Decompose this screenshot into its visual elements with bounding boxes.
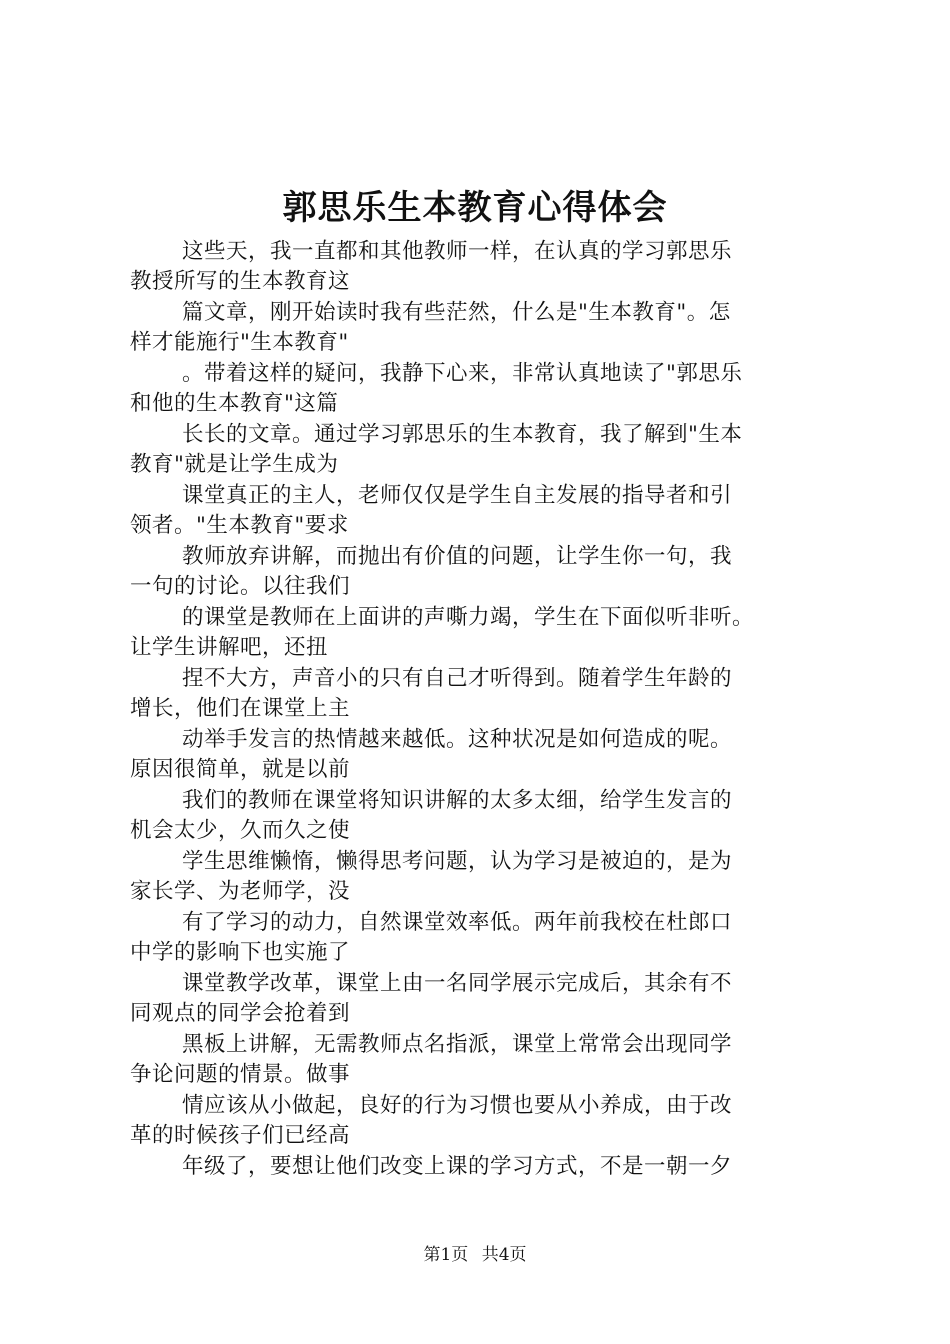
paragraph-line: 和他的生本教育"这篇 — [130, 391, 339, 416]
paragraph-line: 有了学习的动力，自然课堂效率低。两年前我校在杜郎口 — [182, 910, 733, 935]
paragraph-line: 革的时候孩子们已经高 — [130, 1123, 351, 1148]
paragraph — [130, 480, 850, 541]
paragraph — [130, 541, 850, 602]
paragraph-line: 争论问题的情景。做事 — [130, 1062, 351, 1087]
paragraph-line: 长长的文章。通过学习郭思乐的生本教育，我了解到"生本 — [182, 422, 743, 447]
paragraph-line: 课堂教学改革，课堂上由一名同学展示完成后，其余有不 — [182, 971, 733, 996]
paragraph-line: 情应该从小做起，良好的行为习惯也要从小养成，由于改 — [182, 1093, 733, 1118]
paragraph-line: 让学生讲解吧，还扭 — [130, 635, 329, 660]
paragraph — [130, 297, 850, 358]
paragraph-line: 黑板上讲解，无需教师点名指派，课堂上常常会出现同学 — [182, 1032, 733, 1057]
paragraph — [130, 1151, 850, 1182]
document-title: 郭思乐生本教育心得体会 — [282, 188, 668, 228]
paragraph — [130, 663, 850, 724]
paragraph-line: 我们的教师在课堂将知识讲解的太多太细，给学生发言的 — [182, 788, 733, 813]
paragraph — [130, 846, 850, 907]
paragraph-line: 课堂真正的主人，老师仅仅是学生自主发展的指导者和引 — [182, 483, 733, 508]
paragraph-line: 捏不大方，声音小的只有自己才听得到。随着学生年龄的 — [182, 666, 733, 691]
paragraph-line: 教育"就是让学生成为 — [130, 452, 339, 477]
document-body — [130, 236, 850, 1182]
paragraph-line: 学生思维懒惰，懒得思考问题，认为学习是被迫的，是为 — [182, 849, 733, 874]
paragraph-line: 增长，他们在课堂上主 — [130, 696, 351, 721]
paragraph-line: 原因很简单，就是以前 — [130, 757, 351, 782]
paragraph-line: 教授所写的生本教育这 — [130, 269, 351, 294]
paragraph-line: 这些天，我一直都和其他教师一样，在认真的学习郭思乐 — [182, 239, 733, 264]
paragraph — [130, 907, 850, 968]
paragraph-line: 中学的影响下也实施了 — [130, 940, 351, 965]
paragraph — [130, 1029, 850, 1090]
paragraph-line: 的课堂是教师在上面讲的声嘶力竭，学生在下面似听非听。 — [182, 605, 755, 630]
paragraph-line: 动举手发言的热情越来越低。这种状况是如何造成的呢。 — [182, 727, 733, 752]
paragraph-line: 教师放弃讲解，而抛出有价值的问题，让学生你一句，我 — [182, 544, 733, 569]
paragraph — [130, 1090, 850, 1151]
paragraph-line: 领者。"生本教育"要求 — [130, 513, 349, 538]
paragraph-line: 家长学、为老师学，没 — [130, 879, 351, 904]
paragraph — [130, 785, 850, 846]
page-number: 第1页 — [423, 1245, 469, 1265]
paragraph — [130, 968, 850, 1029]
paragraph-line: 。带着这样的疑问，我静下心来，非常认真地读了"郭思乐 — [182, 361, 743, 386]
paragraph-line: 年级了，要想让他们改变上课的学习方式，不是一朝一夕 — [182, 1154, 733, 1179]
paragraph-line: 篇文章，刚开始读时我有些茫然，什么是"生本教育"。怎 — [182, 300, 731, 325]
paragraph — [130, 236, 850, 297]
paragraph-line: 一句的讨论。以往我们 — [130, 574, 351, 599]
page-footer — [0, 1242, 950, 1268]
paragraph — [130, 358, 850, 419]
paragraph — [130, 419, 850, 480]
paragraph-line: 样才能施行"生本教育" — [130, 330, 349, 355]
paragraph-line: 机会太少，久而久之使 — [130, 818, 351, 843]
paragraph-line: 同观点的同学会抢着到 — [130, 1001, 351, 1026]
paragraph — [130, 724, 850, 785]
page-total: 共4页 — [481, 1245, 527, 1265]
paragraph — [130, 602, 850, 663]
